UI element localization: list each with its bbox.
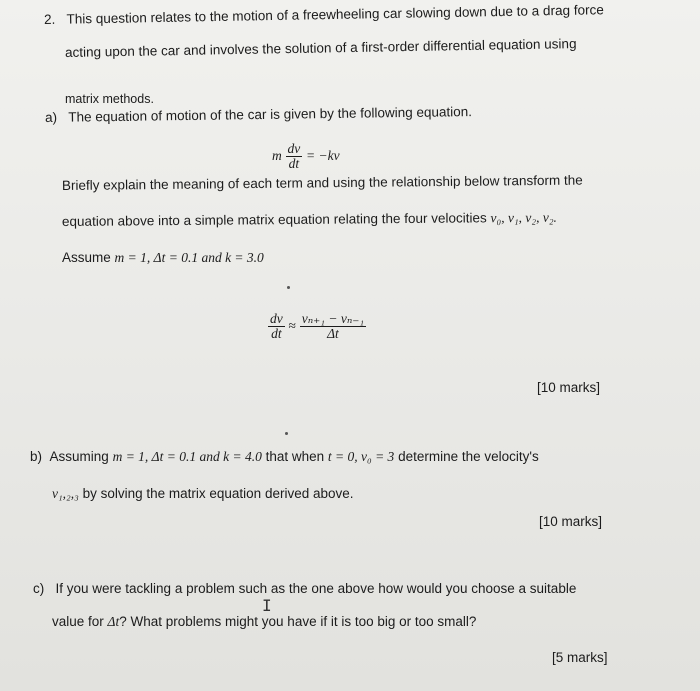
eq2-approx: ≈ — [288, 318, 296, 334]
equation-of-motion — [272, 142, 340, 171]
scan-dot — [285, 432, 288, 435]
part-a-intro — [45, 104, 472, 125]
eq2-lhs-num: dv — [270, 311, 283, 326]
eq1-coef: m — [272, 148, 282, 164]
text-cursor-icon: I — [262, 596, 272, 615]
eq1-num: dv — [287, 141, 301, 156]
part-c-line-1 — [33, 581, 576, 596]
question-number: 2. — [43, 11, 56, 27]
part-a-explain-line-2 — [62, 210, 557, 230]
part-c-label: c) — [33, 581, 45, 596]
part-b-line-1 — [30, 449, 539, 465]
eq1-rhs: = −kv — [306, 148, 340, 164]
part-c-text-2: ? What problems might you have if it is too big or too small? — [119, 614, 477, 629]
velocities-list: v₀, v₁, v₂, v₂. — [490, 209, 557, 226]
part-a-text: The equation of motion of the car is given by the following equation. — [68, 104, 473, 125]
assume-prefix: Assume — [62, 250, 111, 265]
part-c-prefix: value for — [52, 614, 104, 629]
question-intro-line-2: acting upon the car and involves the solution of a first-order differential equation using — [64, 36, 577, 60]
eq2-rhs — [300, 312, 366, 341]
difference-approximation — [268, 312, 366, 341]
part-b-mid: that when — [265, 449, 325, 464]
eq2-lhs-den: dt — [271, 326, 282, 341]
part-c-marks: [5 marks] — [552, 650, 608, 665]
part-b-line-2 — [52, 486, 354, 502]
part-c-text-1: If you were tackling a problem such as the one above how would you choose a suitable — [55, 581, 577, 596]
assume-values: m = 1, Δt = 0.1 and k = 3.0 — [114, 250, 264, 265]
question-intro-text-1: This question relates to the motion of a freewheeling car slowing down due to a drag force — [66, 2, 604, 27]
part-b-suffix: determine the velocity's — [398, 449, 539, 464]
question-intro-line-1 — [44, 2, 604, 27]
question-intro-line-3: matrix methods. — [65, 92, 154, 106]
part-a-marks: [10 marks] — [537, 380, 601, 395]
scan-dot — [287, 286, 290, 289]
eq2-rhs-num: vₙ₊₁ − vₙ₋₁ — [301, 311, 365, 326]
part-c-dt: Δt — [107, 614, 120, 629]
eq1-derivative — [286, 142, 303, 171]
part-b-initial: t = 0, v₀ = 3 — [327, 449, 395, 464]
part-a-explain-line-1: Briefly explain the meaning of each term and using the relationship below transform the — [61, 172, 583, 193]
eq2-lhs — [268, 312, 285, 341]
part-b-prefix: Assuming — [49, 449, 109, 464]
part-b-velocities: v₁,₂,₃ — [52, 486, 79, 501]
part-a-explain-text-2: equation above into a simple matrix equation relating the four velocities — [61, 210, 487, 229]
part-c-line-2 — [52, 614, 476, 630]
part-b-label: b) — [30, 449, 43, 464]
eq2-rhs-den: Δt — [327, 326, 339, 341]
eq1-den: dt — [288, 156, 300, 171]
part-a-assume — [62, 250, 264, 266]
part-b-text: by solving the matrix equation derived above. — [82, 486, 354, 501]
part-a-label: a) — [44, 109, 58, 125]
part-b-marks: [10 marks] — [539, 514, 603, 529]
part-b-values: m = 1, Δt = 0.1 and k = 4.0 — [112, 449, 262, 464]
